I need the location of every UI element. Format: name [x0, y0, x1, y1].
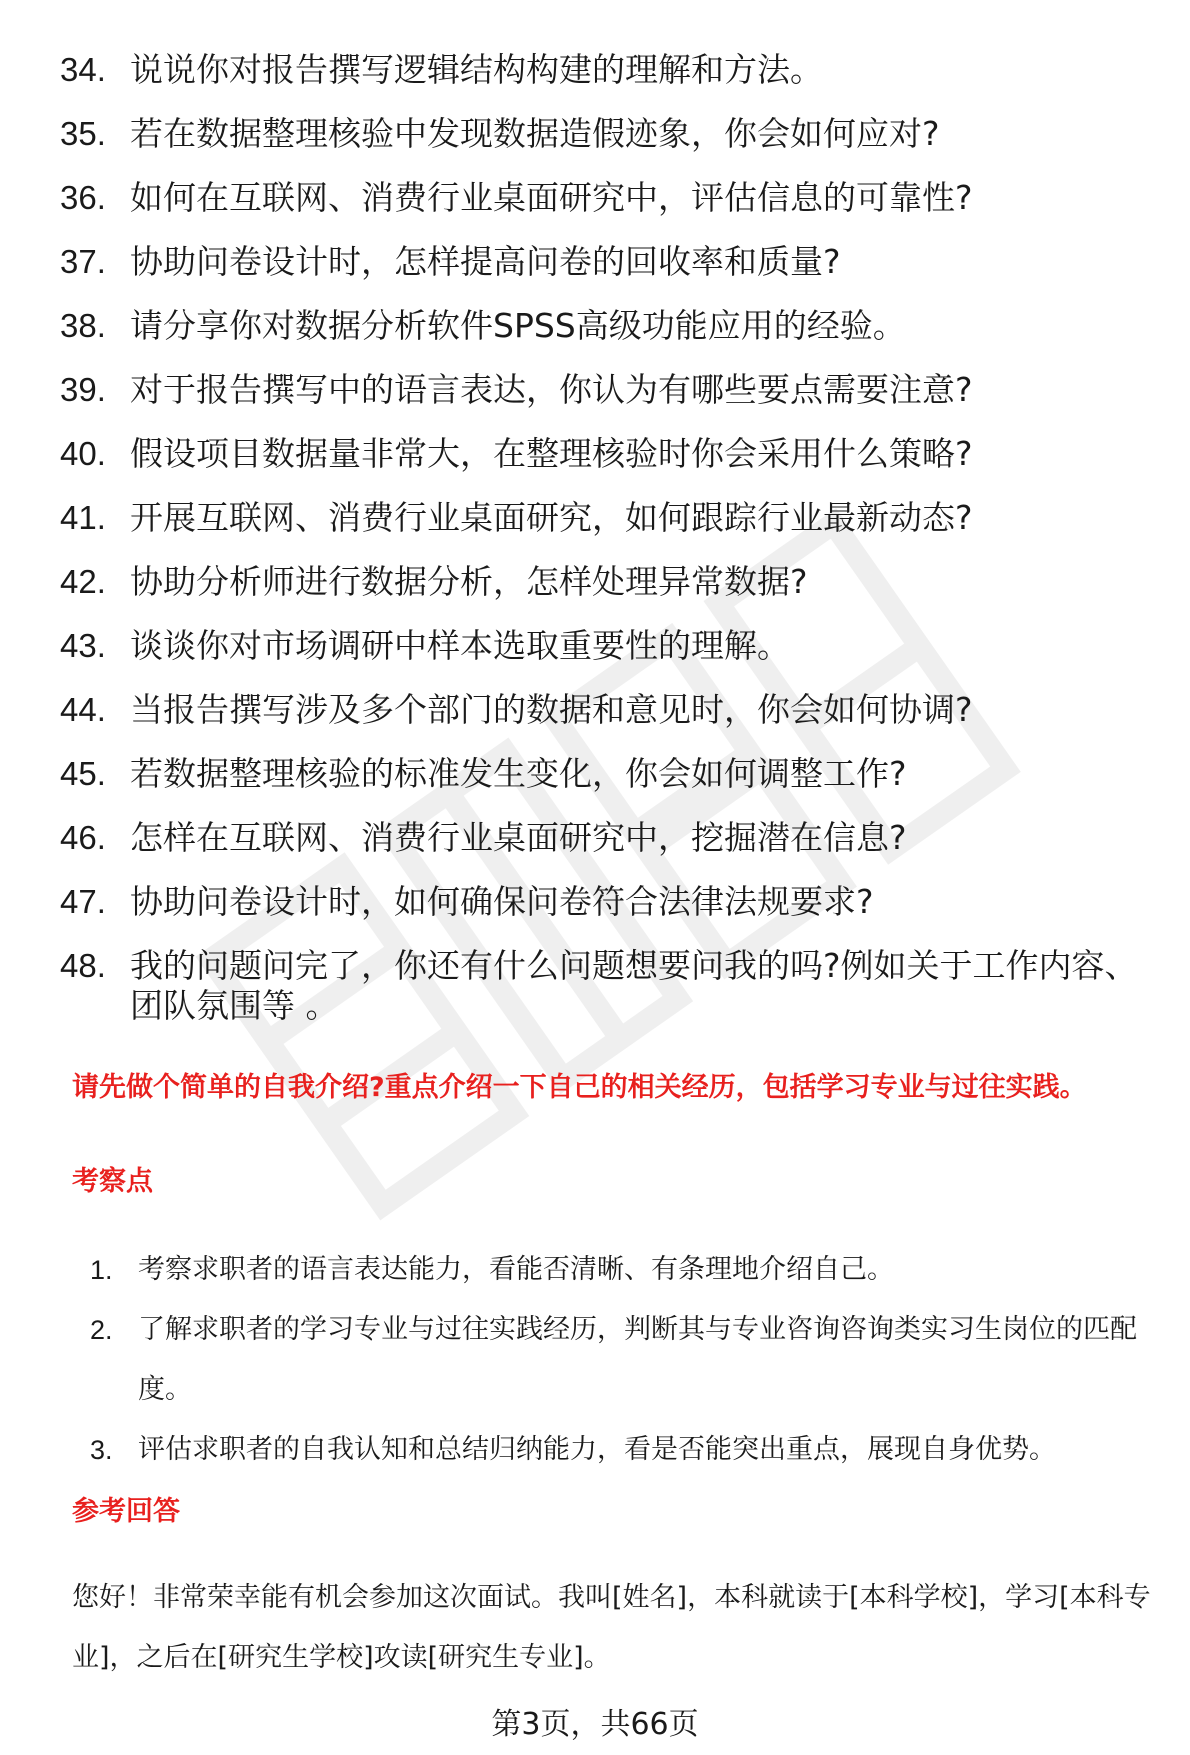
question-number: 40. [60, 435, 106, 472]
question-number: 48. [60, 947, 106, 984]
question-number: 35. [60, 115, 106, 152]
point-text: 评估求职者的自我认知和总结归纳能力，看是否能突出重点，展现自身优势。 [138, 1434, 1056, 1465]
point-number: 2. [90, 1315, 113, 1345]
point-item [80, 1240, 1160, 1300]
question-item [60, 114, 1160, 154]
question-item [60, 498, 1160, 538]
question-text: 假设项目数据量非常大，在整理核验时你会采用什么策略? [130, 434, 973, 473]
question-text: 对于报告撰写中的语言表达，你认为有哪些要点需要注意? [130, 370, 973, 409]
page-footer: 第3页，共66页 [491, 1707, 699, 1742]
answer-text: 您好！非常荣幸能有机会参加这次面试。我叫[姓名]，本科就读于[本科学校]，学习[本科专业]，之后在[研究生学校]攻读[研究生专业]。 [72, 1582, 1151, 1673]
question-text: 说说你对报告撰写逻辑结构构建的理解和方法。 [130, 50, 823, 89]
question-text: 开展互联网、消费行业桌面研究，如何跟踪行业最新动态? [130, 498, 973, 537]
question-item [60, 690, 1160, 730]
question-item [60, 946, 1160, 1026]
question-item [60, 562, 1160, 602]
question-item [60, 626, 1160, 666]
question-text: 如何在互联网、消费行业桌面研究中，评估信息的可靠性? [130, 178, 973, 217]
question-item [60, 818, 1160, 858]
question-text: 我的问题问完了，你还有什么问题想要问我的吗?例如关于工作内容、团队氛围等 。 [130, 946, 1138, 1025]
question-item [60, 178, 1160, 218]
question-item [60, 882, 1160, 922]
question-item [60, 50, 1160, 90]
question-text: 怎样在互联网、消费行业桌面研究中，挖掘潜在信息? [130, 818, 907, 857]
question-number: 34. [60, 51, 106, 88]
question-text: 当报告撰写涉及多个部门的数据和意见时，你会如何协调? [130, 690, 973, 729]
question-text: 若数据整理核验的标准发生变化，你会如何调整工作? [130, 754, 907, 793]
question-number: 43. [60, 627, 106, 664]
question-number: 46. [60, 819, 106, 856]
point-number: 1. [90, 1255, 113, 1285]
question-item [60, 434, 1160, 474]
point-number: 3. [90, 1435, 113, 1465]
point-item [80, 1420, 1160, 1480]
question-number: 41. [60, 499, 106, 536]
intro-question-heading: 请先做个简单的自我介绍?重点介绍一下自己的相关经历，包括学习专业与过往实践。 [72, 1072, 1087, 1103]
question-list [60, 50, 1160, 1050]
point-text: 考察求职者的语言表达能力，看能否清晰、有条理地介绍自己。 [138, 1254, 894, 1285]
question-number: 47. [60, 883, 106, 920]
question-text: 协助分析师进行数据分析，怎样处理异常数据? [130, 562, 808, 601]
point-item [80, 1300, 1160, 1420]
question-text: 谈谈你对市场调研中样本选取重要性的理解。 [130, 626, 790, 665]
question-number: 45. [60, 755, 106, 792]
points-label: 考察点 [72, 1166, 153, 1197]
question-item [60, 306, 1160, 346]
question-text: 协助问卷设计时，如何确保问卷符合法律法规要求? [130, 882, 874, 921]
question-item [60, 754, 1160, 794]
question-number: 44. [60, 691, 106, 728]
question-number: 37. [60, 243, 106, 280]
question-item [60, 242, 1160, 282]
point-text: 了解求职者的学习专业与过往实践经历，判断其与专业咨询咨询类实习生岗位的匹配度。 [138, 1314, 1137, 1405]
question-number: 42. [60, 563, 106, 600]
points-list [80, 1240, 1160, 1480]
question-text: 若在数据整理核验中发现数据造假迹象，你会如何应对? [130, 114, 940, 153]
question-number: 38. [60, 307, 106, 344]
answer-label: 参考回答 [72, 1496, 180, 1527]
question-number: 39. [60, 371, 106, 408]
question-item [60, 370, 1160, 410]
question-text: 协助问卷设计时，怎样提高问卷的回收率和质量? [130, 242, 841, 281]
question-number: 36. [60, 179, 106, 216]
question-text: 请分享你对数据分析软件SPSS高级功能应用的经验。 [130, 306, 906, 345]
